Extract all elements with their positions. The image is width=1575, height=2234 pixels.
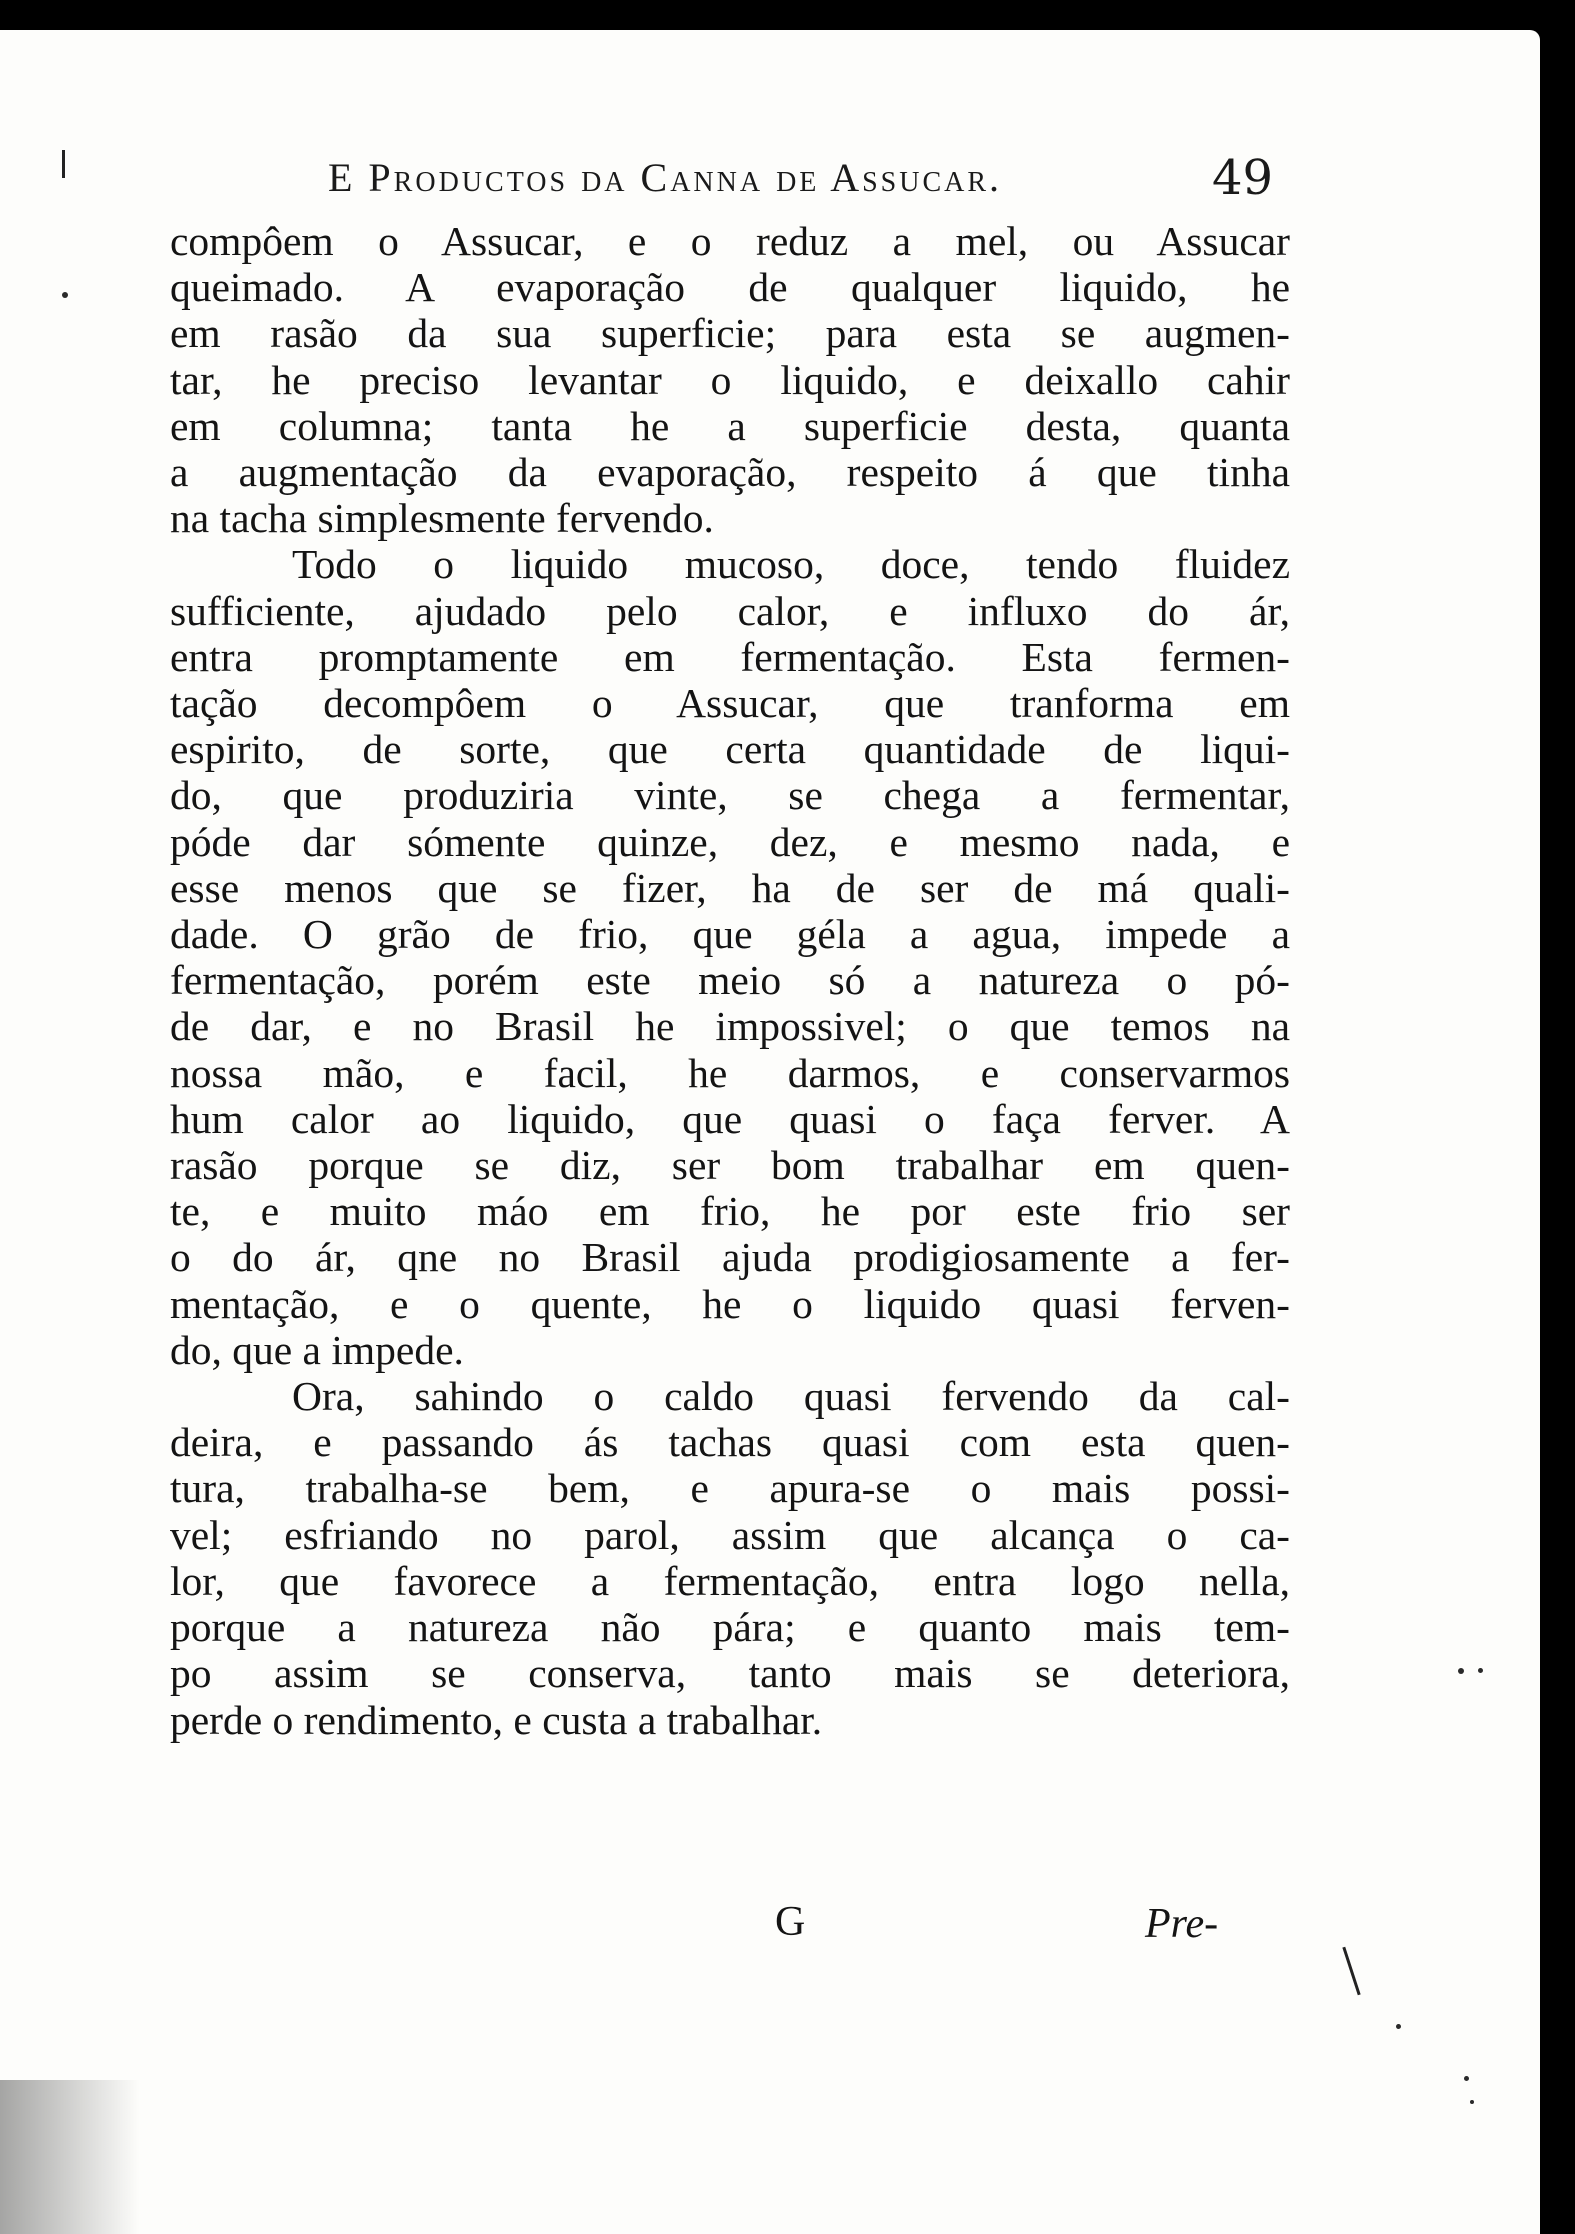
text-line: queimado. A evaporação de qualquer liquido, he — [170, 264, 1290, 311]
page-footer — [170, 1898, 1290, 1968]
text-line: po assim se conserva, tanto mais se deteriora, — [170, 1650, 1290, 1697]
text-line: entra promptamente em fermentação. Esta fermen- — [170, 633, 1290, 680]
running-head — [320, 148, 1300, 218]
paragraph-1 — [170, 218, 1290, 541]
catchword: Pre- — [1145, 1901, 1219, 1947]
text-line: póde dar sómente quinze, dez, e mesmo nada, e — [170, 818, 1290, 865]
scan-speck — [1478, 1668, 1483, 1673]
text-line: em rasão da sua superficie; para esta se augmen- — [170, 310, 1290, 357]
running-title: E Productos da Canna de Assucar. — [328, 155, 1003, 200]
text-line: a augmentação da evaporação, respeito á que tinha — [170, 449, 1290, 496]
text-line: fermentação, porém este meio só a natureza o pó- — [170, 957, 1290, 1004]
text-line: te, e muito máo em frio, he por este frio ser — [170, 1188, 1290, 1235]
text-line: do, que produziria vinte, se chega a fermentar, — [170, 772, 1290, 819]
scan-speck — [1458, 1668, 1464, 1674]
text-line: compôem o Assucar, e o reduz a mel, ou Assucar — [170, 218, 1290, 264]
text-line: na tacha simplesmente fervendo. — [170, 495, 714, 542]
margin-mark — [62, 150, 65, 178]
text-line: mentação, e o quente, he o liquido quasi ferven- — [170, 1280, 1290, 1327]
text-line: espirito, de sorte, que certa quantidade de liqui- — [170, 726, 1290, 773]
page-number: 49 — [1212, 150, 1274, 206]
scan-edge-top — [0, 0, 200, 30]
paragraph-3 — [170, 1373, 1290, 1743]
text-line: nossa mão, e facil, he darmos, e conservarmos — [170, 1049, 1290, 1096]
text-line: em columna; tanta he a superficie desta, quanta — [170, 402, 1290, 449]
text-line: tação decompôem o Assucar, que tranforma em — [170, 680, 1290, 727]
text-line: porque a natureza não pára; e quanto mais tem- — [170, 1604, 1290, 1651]
text-line: dade. O grão de frio, que géla a agua, impede a — [170, 911, 1290, 958]
text-line: do, que a impede. — [170, 1326, 464, 1373]
text-line: esse menos que se fizer, ha de ser de má quali- — [170, 864, 1290, 911]
text-line: perde o rendimento, e custa a trabalhar. — [170, 1696, 823, 1743]
text-line: o do ár, qne no Brasil ajuda prodigiosamente a fer- — [170, 1234, 1290, 1281]
body-text — [170, 218, 1290, 1743]
scan-speck — [1470, 2100, 1474, 2104]
text-line: rasão porque se diz, ser bom trabalhar em quen- — [170, 1142, 1290, 1189]
paragraph-2 — [170, 541, 1290, 1373]
text-line: deira, e passando ás tachas quasi com esta quen- — [170, 1419, 1290, 1466]
text-line: Todo o liquido mucoso, doce, tendo fluidez — [292, 541, 1290, 588]
text-line: tar, he preciso levantar o liquido, e deixallo cahir — [170, 356, 1290, 403]
text-line: lor, que favorece a fermentação, entra logo nella, — [170, 1557, 1290, 1604]
text-line: vel; esfriando no parol, assim que alcança o ca- — [170, 1511, 1290, 1558]
text-line: hum calor ao liquido, que quasi o faça ferver. A — [170, 1095, 1290, 1142]
signature-mark: G — [775, 1899, 806, 1945]
text-line: Ora, sahindo o caldo quasi fervendo da cal- — [292, 1373, 1290, 1420]
text-line: tura, trabalha-se bem, e apura-se o mais possi- — [170, 1465, 1290, 1512]
scan-shadow — [0, 2080, 140, 2234]
text-line: de dar, e no Brasil he impossivel; o que temos na — [170, 1003, 1290, 1050]
scan-speck — [1464, 2076, 1469, 2081]
scan-speck — [1396, 2024, 1401, 2029]
scan-speck — [62, 292, 68, 298]
text-line: sufficiente, ajudado pelo calor, e influxo do ár, — [170, 587, 1290, 634]
